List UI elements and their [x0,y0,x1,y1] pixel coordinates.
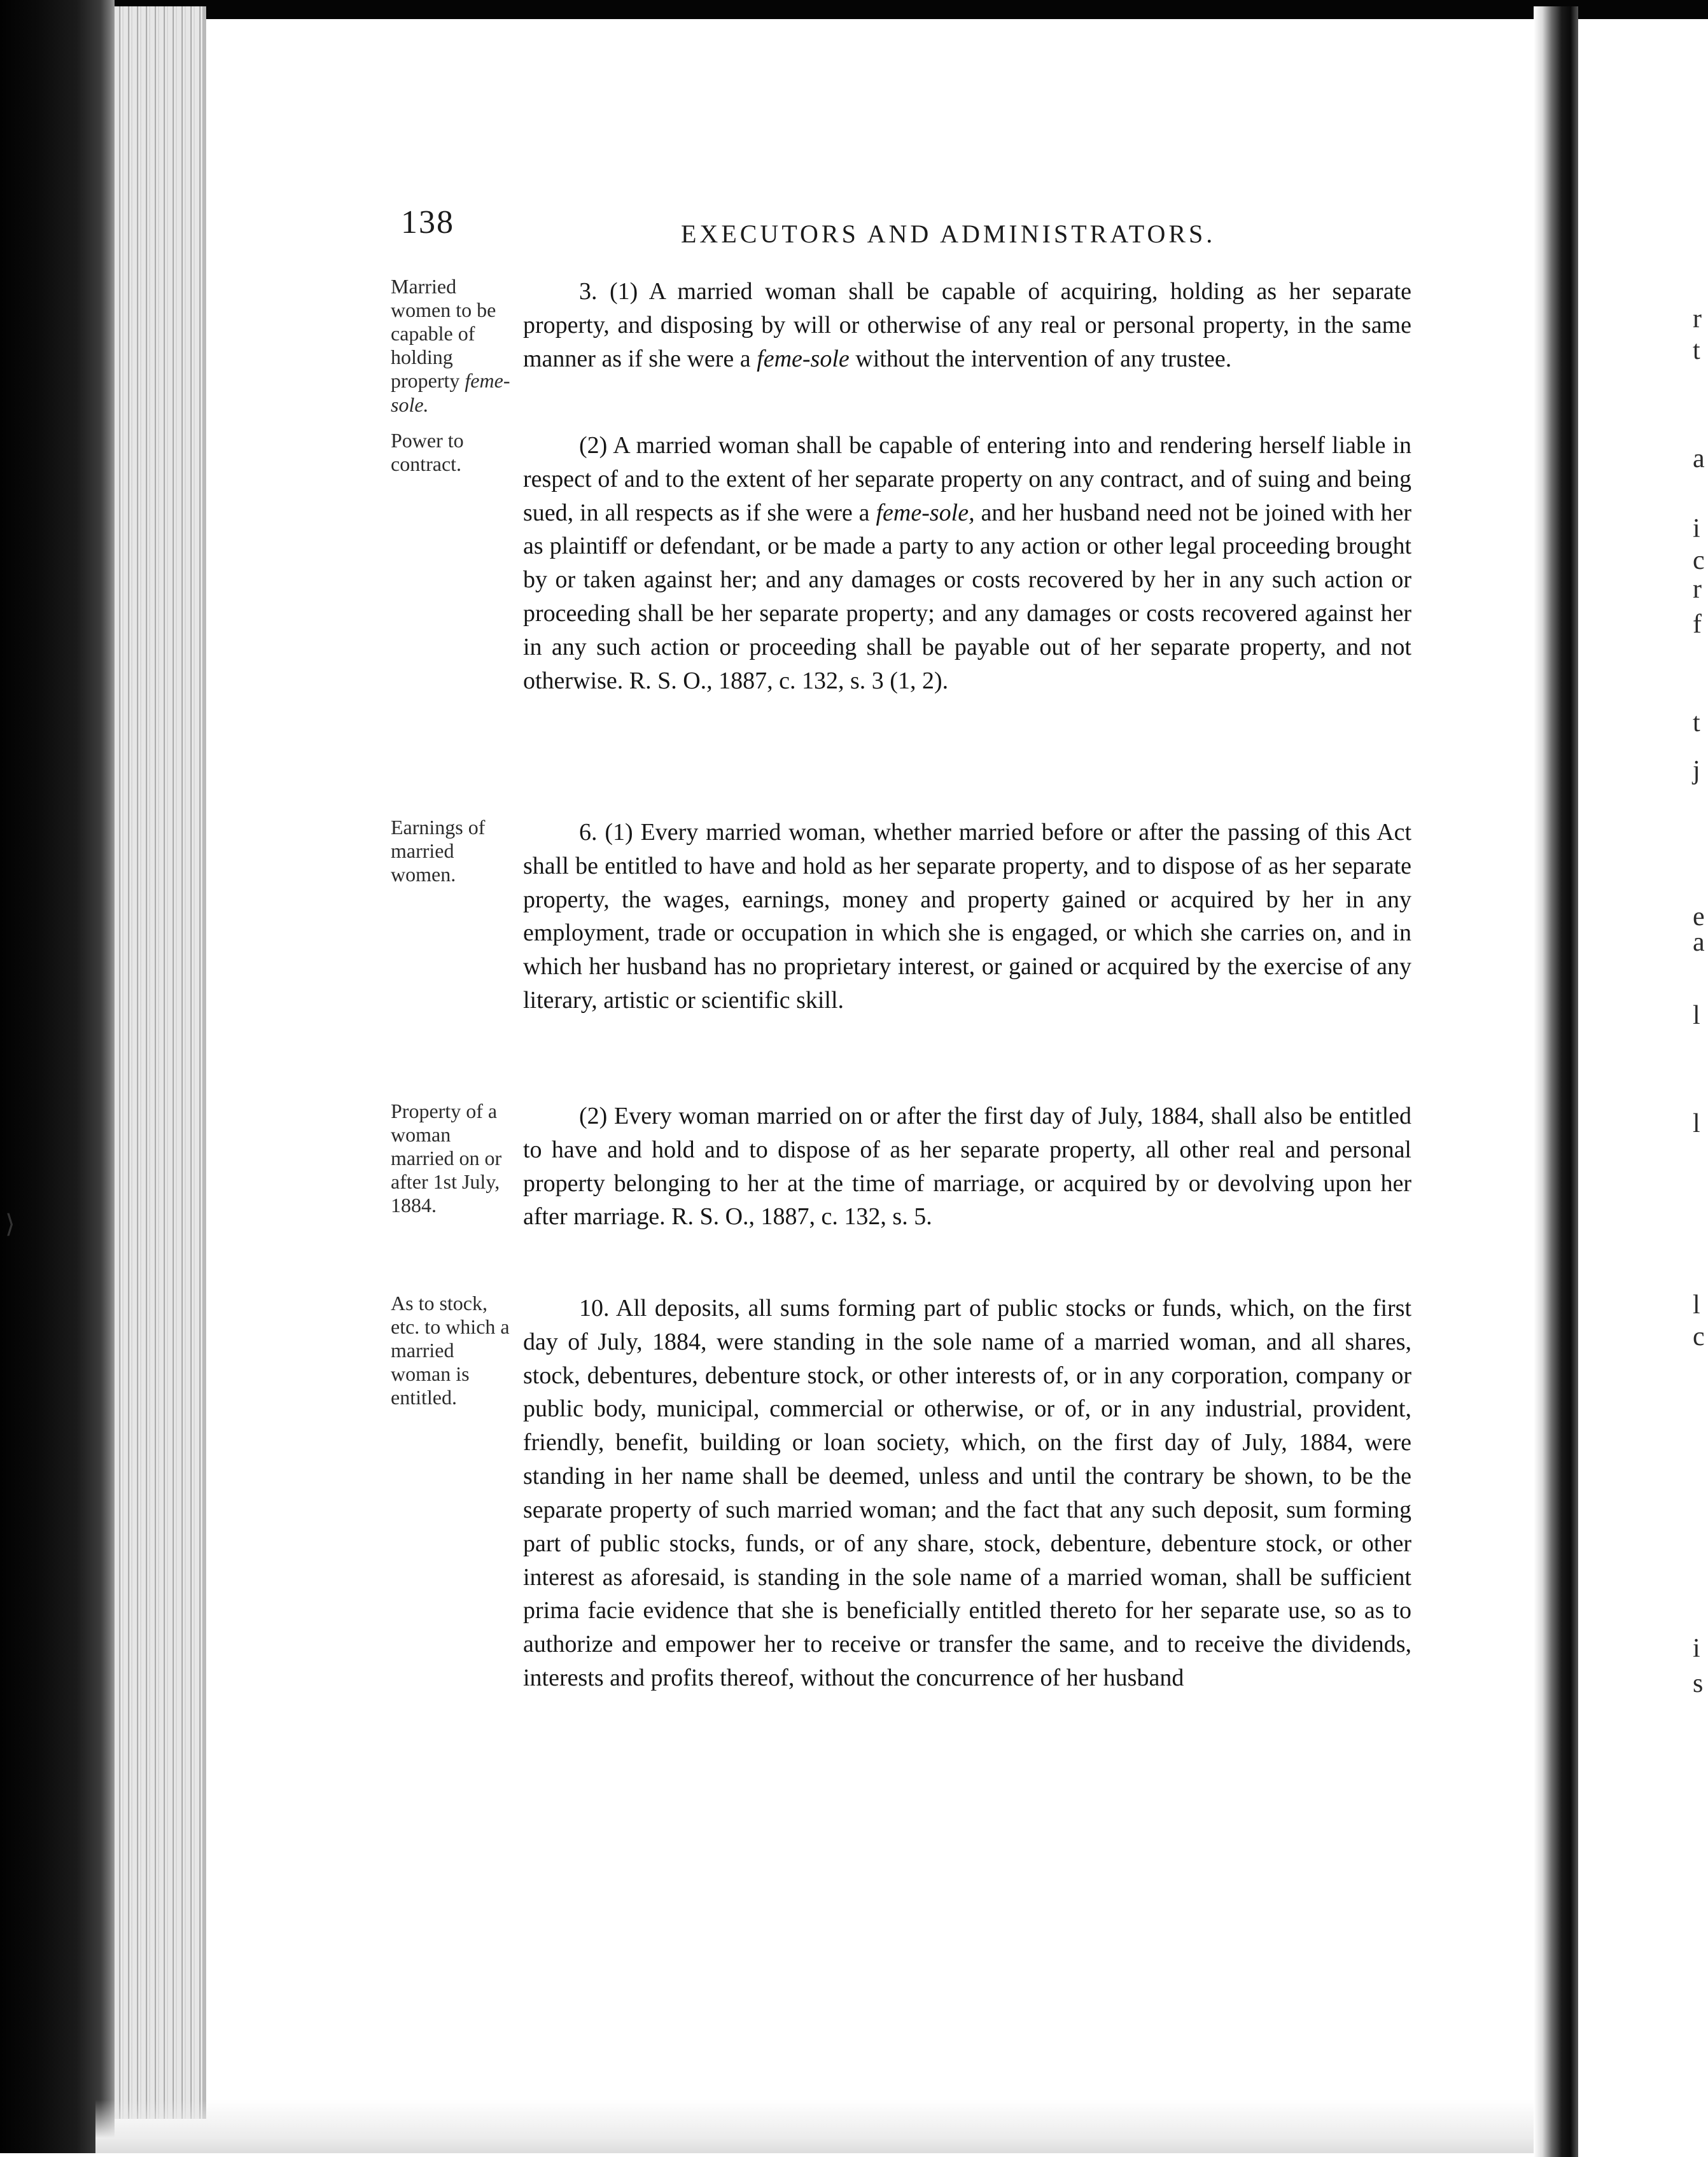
facing-page-glyph: l [1693,1290,1700,1320]
margin-note-text: Married women to be capable of holding property [391,275,496,393]
emphasis-text: feme-sole, [876,499,975,526]
facing-page-glyph: s [1693,1669,1704,1698]
paragraph-text: (2) Every woman married on or after the first day of July, 1884, shall also be entitled to have and hold and to dispose of as her separate property, all other real and personal property belonging to her at the time of marriage, or acquired by or devolving upon her after marriage. R. S. O., 1887, c. 132, s. 5. [523,1103,1411,1231]
paragraph-text: 10. All deposits, all sums forming part of public stocks or funds, which, on the first day of July, 1884, were standing in the sole name of a married woman, and all shares, stock, debentures, debenture stock, or other interests of, or in any corporation, company or public body, municipal, commercial or otherwise, or of, or in any industrial, provident, friendly, benefit, building or loan society, which, on the first day of July, 1884, were standing in her name shall be deemed, unless and until the contrary be shown, to be the separate property of such married woman; and the fact that any such deposit, sum forming part of public stocks, funds, or of any share, stock, debenture, debenture stock, or other interest as aforesaid, is standing in the sole name of a married woman, shall be sufficient prima facie evidence that she is beneficially entitled thereto for her separate use, so as to authorize and empower her to receive or transfer the same, and to receive the dividends, interests and profits thereof, without the concurrence of her husband [523,1295,1411,1691]
margin-note-italic: feme-sole. [391,369,510,416]
facing-page-glyph: r [1693,304,1702,333]
margin-note [391,275,518,417]
facing-page-glyph: i [1693,1634,1700,1663]
page-edge-shadow [202,6,206,2119]
section-text [523,816,1411,1017]
facing-page-glyph: i [1693,514,1700,543]
margin-note: Earnings of married women. [391,816,486,886]
facing-page-glyph: c [1693,1322,1705,1351]
margin-note: Property of a woman married on or after 1st July, 1884. [391,1099,502,1217]
facing-page-glyph: l [1693,1001,1700,1030]
facing-page-glyph: l [1693,1109,1700,1138]
facing-page-glyph: a [1693,444,1705,473]
book-gutter [1534,6,1578,2157]
facing-page-glyph: a [1693,928,1705,957]
stacked-page-edges [115,6,204,2119]
section-text [523,275,1411,375]
book-spine-shadow [0,0,115,2153]
facing-page-fragments [1693,0,1708,2153]
facing-page-glyph: e [1693,902,1705,932]
paragraph-text: 3. (1) A married woman shall be capable of acquiring, holding as her separate property, and disposing by will or otherwise of any real or personal property, in the same manner as if she were a [523,278,1411,372]
facing-page-glyph: j [1693,756,1700,785]
margin-note: Power to contract. [391,429,464,476]
emphasis-text: feme-sole [757,345,850,372]
page-number: 138 [401,204,454,241]
margin-note: As to stock, etc. to which a married woman is entitled. [391,1292,510,1409]
section-text [523,1292,1411,1695]
section-text [523,429,1411,698]
facing-page-glyph: t [1693,336,1700,365]
paragraph-text: without the intervention of any trustee. [855,345,1232,372]
facing-page-glyph: t [1693,708,1700,737]
scan-artifact-mark: ⟩ [5,1210,15,1238]
page-bottom-shadow [95,2100,1534,2153]
paragraph-text: (2) A married woman shall be capable of entering into and rendering herself liable in respect of and to the extent of her separate property on any contract, and of suing and being sued, in all respects as if she were a [523,432,1411,526]
paragraph-text: 6. (1) Every married woman, whether married before or after the passing of this Act shall be entitled to have and hold as her separate property, and to dispose of as her separate property, the wages, earnings, money and property gained or acquired by her in any employment, trade or occupation in which she is engaged, or which she carries on, and in which her husband has no proprietary interest, or gained or acquired by the exercise of any literary, artistic or scientific skill. [523,819,1411,1014]
running-head: EXECUTORS AND ADMINISTRATORS. [681,220,1216,248]
facing-page-glyph: c [1693,546,1705,575]
facing-page-glyph: r [1693,575,1702,604]
paragraph-text: and her husband need not be joined with her as plaintiff or defendant, or be made a party to any action or other legal proceeding brought by or taken against her; and any damages or costs recovered by her in any such action or proceeding shall be her separate property; and any damages or costs recovered against her in any such action or proceeding shall be payable out of her separate property, and not otherwise. R. S. O., 1887, c. 132, s. 3 (1, 2). [523,499,1412,694]
facing-page-glyph: f [1693,610,1702,639]
scan-top-border [0,0,1708,19]
section-text [523,1099,1411,1234]
page-header [401,204,1394,255]
